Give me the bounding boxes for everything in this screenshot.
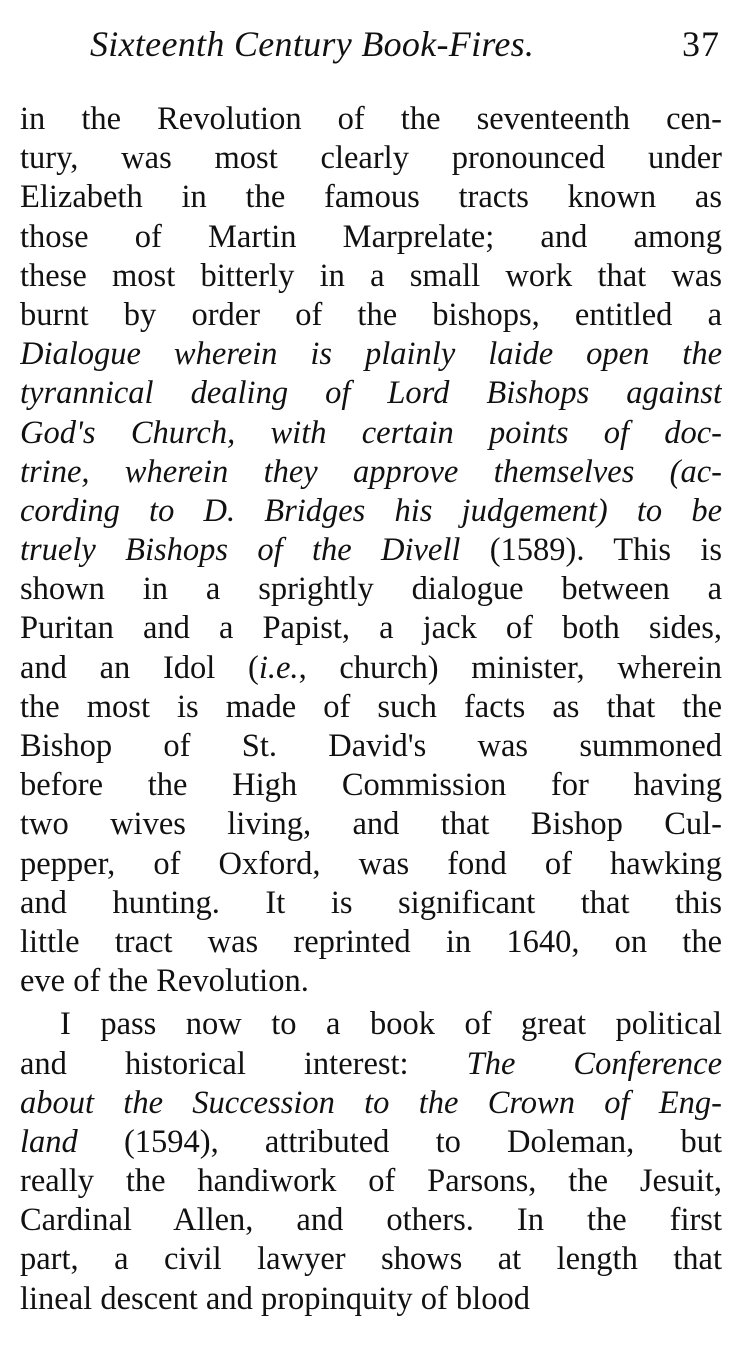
text-line: [20, 296, 722, 335]
text-run: before the High Commission for having: [20, 767, 722, 804]
paragraph: [20, 1005, 722, 1319]
text-line: [20, 1084, 722, 1123]
text-line: [20, 1280, 722, 1319]
text-run: really the handiwork of Parsons, the Jesuit,: [20, 1163, 722, 1200]
page-number: 37: [682, 24, 720, 64]
italic-text: truely Bishops of the Divell: [20, 532, 461, 569]
italic-text: land: [20, 1123, 78, 1160]
text-run: lineal descent and propinquity of blood: [20, 1280, 530, 1317]
text-run: those of Martin Marprelate; and among: [20, 218, 722, 255]
text-line: [20, 962, 722, 1001]
text-run: the most is made of such facts as that the: [20, 688, 722, 725]
text-line: [20, 845, 722, 884]
text-run: and historical interest:: [20, 1045, 467, 1082]
text-run: part, a civil lawyer shows at length that: [20, 1241, 722, 1278]
text-run: Puritan and a Papist, a jack of both sides,: [20, 610, 722, 647]
text-line: [20, 218, 722, 257]
text-line: [20, 178, 722, 217]
italic-text: tyrannical dealing of Lord Bishops against: [20, 375, 722, 412]
text-line: [20, 923, 722, 962]
text-line: [20, 1201, 722, 1240]
paragraph: [20, 100, 722, 1001]
text-run: Bishop of St. David's was summoned: [20, 728, 722, 764]
italic-text: Dialogue wherein is plainly laide open the: [20, 336, 722, 373]
text-run: Elizabeth in the famous tracts known as: [20, 179, 722, 216]
text-line: [20, 1005, 722, 1044]
text-run: little tract was reprinted in 1640, on the: [20, 923, 722, 960]
text-run: , church) minister, wherein: [298, 649, 722, 686]
text-line: [20, 139, 722, 178]
text-run: Cardinal Allen, and others. In the first: [20, 1202, 722, 1239]
text-line: [20, 531, 722, 570]
text-run: tury, was most clearly pronounced under: [20, 140, 722, 177]
text-line: [20, 805, 722, 844]
text-line: [20, 609, 722, 648]
text-run: these most bitterly in a small work that was: [20, 257, 722, 294]
italic-text: cording to D. Bridges his judgement) to be: [20, 492, 722, 529]
text-line: [20, 453, 722, 492]
text-line: [20, 1162, 722, 1201]
text-line: [20, 688, 722, 727]
text-run: in the Revolution of the seventeenth cen-: [20, 101, 722, 137]
text-line: [20, 414, 722, 453]
text-run: eve of the Revolution.: [20, 963, 309, 1000]
text-run: burnt by order of the bishops, entitled a: [20, 296, 722, 333]
italic-text: The Conference: [466, 1045, 722, 1082]
text-line: [20, 1240, 722, 1279]
text-line: [20, 492, 722, 531]
text-line: [20, 766, 722, 805]
text-line: [20, 1045, 722, 1084]
text-run: I pass now to a book of great political: [60, 1006, 722, 1043]
text-line: [20, 100, 722, 139]
text-line: [20, 727, 722, 766]
text-line: [20, 884, 722, 923]
text-line: [20, 374, 722, 413]
text-line: [20, 570, 722, 609]
text-run: shown in a sprightly dialogue between a: [20, 571, 722, 608]
italic-text: i.e.: [258, 649, 299, 686]
text-line: [20, 649, 722, 688]
body-text: [20, 100, 722, 1319]
italic-text: trine, wherein they approve themselves (ac-: [20, 453, 722, 490]
text-run: two wives living, and that Bishop Cul-: [20, 806, 722, 843]
text-line: [20, 1123, 722, 1162]
text-run: and an Idol (: [20, 649, 259, 686]
text-line: [20, 257, 722, 296]
text-run: and hunting. It is significant that this: [20, 884, 722, 921]
running-title: Sixteenth Century Book-Fires.: [90, 24, 535, 64]
text-line: [20, 335, 722, 374]
text-run: (1589). This is: [460, 532, 722, 569]
running-head: [90, 22, 720, 66]
italic-text: God's Church, with certain points of doc-: [20, 414, 722, 451]
italic-text: about the Succession to the Crown of Eng-: [20, 1084, 722, 1121]
text-run: (1594), attributed to Doleman, but: [77, 1123, 722, 1160]
text-run: pepper, of Oxford, was fond of hawking: [20, 845, 722, 882]
